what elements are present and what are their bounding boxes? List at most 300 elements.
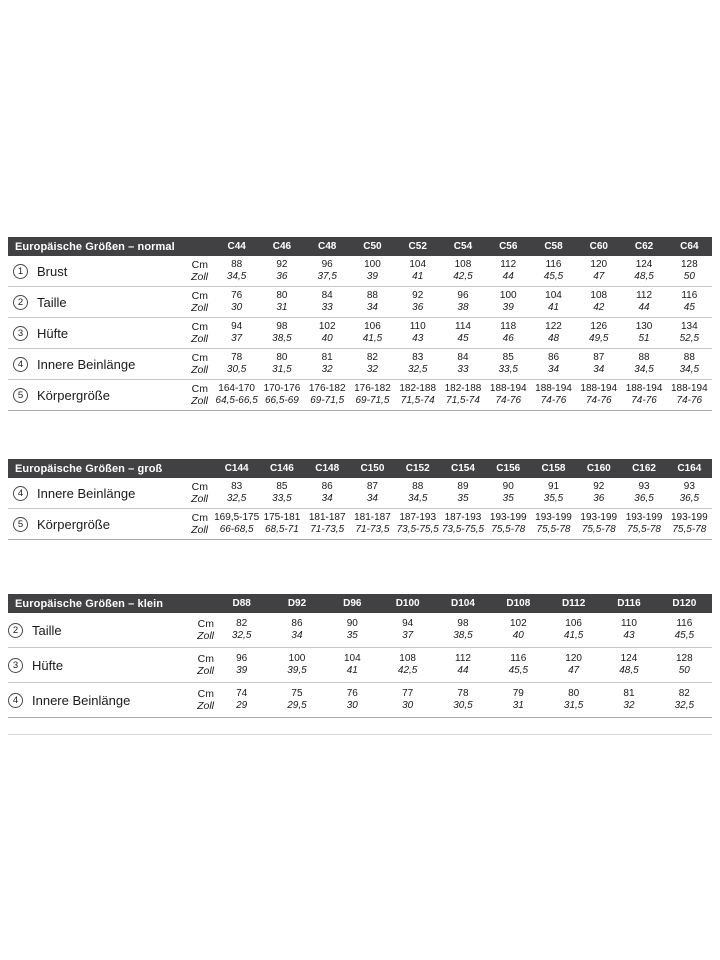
value-cell — [305, 478, 350, 509]
cm-value: 181-187 — [308, 512, 346, 523]
unit-cm-label: Cm — [197, 688, 214, 700]
value-cell — [440, 287, 485, 318]
zoll-value: 33 — [321, 302, 333, 313]
cm-value: 182-188 — [444, 383, 482, 394]
row-number-badge: 4 — [8, 693, 23, 708]
zoll-value: 30 — [402, 700, 414, 711]
zoll-value: 74-76 — [676, 395, 703, 406]
zoll-value: 45,5 — [674, 630, 695, 641]
size-table-gross-section — [8, 459, 712, 540]
zoll-value: 36 — [593, 493, 605, 504]
cm-value: 120 — [590, 259, 608, 270]
value-cell — [440, 478, 485, 509]
zoll-value: 46 — [502, 333, 514, 344]
zoll-value: 33 — [457, 364, 469, 375]
cm-value: 108 — [590, 290, 608, 301]
zoll-value: 68,5-71 — [264, 524, 299, 535]
cm-value: 96 — [457, 290, 469, 301]
zoll-value: 41 — [346, 665, 358, 676]
cm-value: 112 — [636, 290, 653, 301]
cm-value: 126 — [590, 321, 608, 332]
value-cell — [214, 683, 269, 718]
cm-value: 100 — [364, 259, 381, 270]
cm-value: 104 — [545, 290, 562, 301]
value-cell — [576, 380, 621, 411]
size-column-header: D104 — [435, 594, 490, 613]
unit-zoll-label: Zoll — [197, 630, 214, 642]
cm-value: 116 — [681, 290, 698, 301]
value-cell — [395, 256, 440, 287]
cm-value: 88 — [683, 352, 695, 363]
cm-value: 88 — [638, 352, 650, 363]
cm-value: 85 — [502, 352, 514, 363]
measurement-row — [8, 613, 712, 648]
zoll-value: 73,5-75,5 — [441, 524, 485, 535]
zoll-value: 41 — [412, 271, 424, 282]
cm-value: 188-194 — [670, 383, 708, 394]
zoll-value: 41,5 — [362, 333, 383, 344]
unit-zoll-label: Zoll — [191, 395, 209, 407]
value-cell — [350, 256, 395, 287]
zoll-value: 32,5 — [226, 493, 247, 504]
cm-value: 83 — [412, 352, 424, 363]
value-cell — [531, 256, 576, 287]
cm-value: 78 — [231, 352, 243, 363]
row-label: Taille — [37, 295, 67, 311]
value-cell — [350, 318, 395, 349]
size-table — [8, 594, 712, 718]
zoll-value: 71-73,5 — [310, 524, 345, 535]
zoll-value: 36,5 — [634, 493, 654, 504]
value-cell — [435, 613, 490, 648]
zoll-value: 31,5 — [272, 364, 292, 375]
value-cell — [491, 648, 546, 683]
value-cell — [621, 318, 666, 349]
zoll-value: 51 — [638, 333, 650, 344]
cm-value: 86 — [547, 352, 560, 363]
cm-value: 187-193 — [399, 512, 437, 523]
unit-cm-label: Cm — [197, 653, 214, 665]
value-cell — [621, 380, 666, 411]
value-cell — [531, 380, 576, 411]
value-cell — [576, 478, 621, 509]
cm-value: 88 — [231, 259, 243, 270]
cm-value: 81 — [623, 688, 635, 699]
cm-value: 88 — [412, 481, 424, 492]
unit-zoll-label: Zoll — [191, 302, 209, 314]
table-header-row — [8, 594, 712, 613]
zoll-value: 43 — [412, 333, 424, 344]
cm-value: 188-194 — [625, 383, 663, 394]
size-column-header: D92 — [269, 594, 324, 613]
value-cell — [380, 613, 435, 648]
cm-value: 80 — [568, 688, 580, 699]
zoll-value: 34,5 — [679, 364, 700, 375]
zoll-value: 31 — [276, 302, 288, 313]
zoll-value: 37,5 — [317, 271, 337, 282]
value-cell — [621, 478, 666, 509]
value-cell — [601, 613, 656, 648]
zoll-value: 75,5-78 — [627, 524, 661, 535]
unit-cm-label: Cm — [191, 512, 209, 524]
zoll-value: 32,5 — [674, 700, 695, 711]
cm-value: 188-194 — [580, 383, 618, 394]
value-cell — [259, 380, 304, 411]
cm-value: 122 — [545, 321, 562, 332]
value-cell — [380, 683, 435, 718]
value-cell — [621, 349, 666, 380]
cm-value: 82 — [678, 688, 690, 699]
value-cell — [214, 478, 259, 509]
cm-value: 91 — [547, 481, 560, 492]
zoll-value: 45,5 — [508, 665, 529, 676]
cm-value: 79 — [512, 688, 524, 699]
cm-value: 118 — [500, 321, 517, 332]
cm-value: 76 — [231, 290, 243, 301]
measurement-row — [8, 287, 712, 318]
size-column-header: C44 — [214, 237, 259, 256]
value-cell — [667, 256, 712, 287]
value-cell — [576, 509, 621, 540]
value-cell — [380, 648, 435, 683]
row-label-cell — [8, 613, 156, 648]
value-cell — [435, 648, 490, 683]
table-title: Europäische Größen – klein — [8, 594, 214, 613]
zoll-value: 42,5 — [397, 665, 418, 676]
zoll-value: 74-76 — [631, 395, 657, 406]
table-header-row — [8, 459, 712, 478]
row-label-cell — [8, 683, 156, 718]
zoll-value: 32 — [321, 364, 333, 375]
zoll-value: 35 — [502, 493, 514, 504]
row-label-cell — [8, 318, 156, 349]
zoll-value: 37 — [231, 333, 243, 344]
zoll-value: 50 — [683, 271, 695, 282]
value-cell — [576, 349, 621, 380]
cm-value: 188-194 — [489, 383, 527, 394]
value-cell — [576, 318, 621, 349]
cm-value: 193-199 — [580, 512, 618, 523]
size-column-header: C144 — [214, 459, 259, 478]
value-cell — [305, 318, 350, 349]
zoll-value: 38,5 — [453, 630, 473, 641]
zoll-value: 74-76 — [540, 395, 567, 406]
size-column-header: C164 — [667, 459, 712, 478]
zoll-value: 29 — [236, 700, 248, 711]
cm-value: 96 — [321, 259, 333, 270]
value-cell — [657, 648, 712, 683]
unit-cell — [156, 509, 214, 540]
zoll-value: 50 — [678, 665, 690, 676]
value-cell — [546, 613, 601, 648]
row-label-cell — [8, 648, 156, 683]
cm-value: 170-176 — [263, 383, 301, 394]
value-cell — [269, 613, 324, 648]
cm-value: 169,5-175 — [214, 512, 260, 523]
value-cell — [305, 380, 350, 411]
size-column-header: C150 — [350, 459, 395, 478]
row-number-badge: 3 — [8, 658, 23, 673]
zoll-value: 47 — [568, 665, 580, 676]
zoll-value: 66-68,5 — [219, 524, 254, 535]
zoll-value: 36 — [412, 302, 424, 313]
cm-value: 102 — [318, 321, 336, 332]
measurement-row — [8, 509, 712, 540]
size-column-header: C158 — [531, 459, 576, 478]
measurement-row — [8, 648, 712, 683]
cm-value: 88 — [366, 290, 378, 301]
value-cell — [601, 648, 656, 683]
value-cell — [491, 613, 546, 648]
value-cell — [486, 287, 531, 318]
cm-value: 128 — [675, 653, 693, 664]
value-cell — [531, 287, 576, 318]
cm-value: 182-188 — [399, 383, 437, 394]
zoll-value: 69-71,5 — [310, 395, 345, 406]
cm-value: 75 — [291, 688, 303, 699]
value-cell — [259, 509, 304, 540]
value-cell — [576, 287, 621, 318]
cm-value: 120 — [565, 653, 582, 664]
cm-value: 80 — [276, 290, 288, 301]
size-column-header: D116 — [601, 594, 656, 613]
size-column-header: C54 — [440, 237, 485, 256]
zoll-value: 75,5-78 — [491, 524, 526, 535]
cm-value: 98 — [276, 321, 288, 332]
unit-zoll-label: Zoll — [191, 493, 209, 505]
cm-value: 188-194 — [535, 383, 572, 394]
zoll-value: 34 — [291, 630, 303, 641]
cm-value: 100 — [288, 653, 306, 664]
cm-value: 104 — [343, 653, 361, 664]
cm-value: 80 — [276, 352, 288, 363]
zoll-value: 30,5 — [226, 364, 247, 375]
cm-value: 193-199 — [625, 512, 663, 523]
zoll-value: 64,5-66,5 — [215, 395, 258, 406]
measurement-row — [8, 683, 712, 718]
value-cell — [350, 478, 395, 509]
value-cell — [486, 256, 531, 287]
zoll-value: 32,5 — [231, 630, 252, 641]
zoll-value: 36 — [276, 271, 288, 282]
row-label: Körpergröße — [37, 517, 110, 533]
value-cell — [269, 648, 324, 683]
value-cell — [259, 287, 304, 318]
cm-value: 175-181 — [263, 512, 301, 523]
zoll-value: 40 — [512, 630, 524, 641]
zoll-value: 39,5 — [287, 665, 307, 676]
cm-value: 81 — [321, 352, 333, 363]
cm-value: 108 — [399, 653, 416, 664]
cm-value: 77 — [402, 688, 414, 699]
row-label-cell — [8, 256, 156, 287]
zoll-value: 44 — [457, 665, 469, 676]
cm-value: 78 — [457, 688, 469, 699]
size-column-header: C46 — [259, 237, 304, 256]
value-cell — [546, 683, 601, 718]
value-cell — [305, 287, 350, 318]
cm-value: 94 — [231, 321, 243, 332]
row-label: Innere Beinlänge — [37, 486, 136, 502]
bottom-divider — [8, 734, 712, 735]
zoll-value: 45 — [457, 333, 469, 344]
cm-value: 128 — [680, 259, 698, 270]
cm-value: 164-170 — [218, 383, 255, 394]
cm-value: 92 — [412, 290, 424, 301]
cm-value: 193-199 — [489, 512, 527, 523]
cm-value: 86 — [321, 481, 333, 492]
value-cell — [395, 478, 440, 509]
value-cell — [214, 318, 259, 349]
zoll-value: 29,5 — [287, 700, 307, 711]
zoll-value: 39 — [502, 302, 514, 313]
zoll-value: 35 — [457, 493, 469, 504]
value-cell — [440, 256, 485, 287]
zoll-value: 71,5-74 — [400, 395, 435, 406]
cm-value: 106 — [364, 321, 381, 332]
row-label: Taille — [32, 623, 62, 639]
unit-cm-label: Cm — [191, 321, 209, 333]
value-cell — [667, 287, 712, 318]
value-cell — [667, 509, 712, 540]
cm-value: 130 — [635, 321, 653, 332]
unit-cell — [156, 349, 214, 380]
unit-zoll-label: Zoll — [191, 271, 209, 283]
unit-cell — [156, 318, 214, 349]
cm-value: 83 — [231, 481, 243, 492]
row-label: Körpergröße — [37, 388, 110, 404]
value-cell — [395, 318, 440, 349]
zoll-value: 74-76 — [585, 395, 612, 406]
row-number-badge: 2 — [8, 623, 23, 638]
value-cell — [667, 478, 712, 509]
value-cell — [214, 380, 259, 411]
value-cell — [486, 380, 531, 411]
value-cell — [259, 256, 304, 287]
size-column-header: C48 — [305, 237, 350, 256]
row-number-badge: 4 — [13, 357, 28, 372]
value-cell — [667, 380, 712, 411]
row-label: Hüfte — [32, 658, 64, 674]
zoll-value: 32,5 — [407, 364, 428, 375]
zoll-value: 39 — [236, 665, 248, 676]
zoll-value: 30,5 — [453, 700, 473, 711]
cm-value: 104 — [409, 259, 427, 270]
size-column-header: C62 — [621, 237, 666, 256]
measurement-row — [8, 256, 712, 287]
unit-zoll-label: Zoll — [197, 700, 214, 712]
unit-cell — [156, 256, 214, 287]
size-column-header: C160 — [576, 459, 621, 478]
cm-value: 176-182 — [308, 383, 346, 394]
value-cell — [305, 256, 350, 287]
value-cell — [486, 349, 531, 380]
measurement-row — [8, 380, 712, 411]
cm-value: 187-193 — [444, 512, 482, 523]
unit-zoll-label: Zoll — [197, 665, 214, 677]
cm-value: 90 — [346, 618, 358, 629]
value-cell — [350, 287, 395, 318]
unit-zoll-label: Zoll — [191, 524, 209, 536]
value-cell — [621, 287, 666, 318]
unit-cell — [156, 287, 214, 318]
table-title: Europäische Größen – groß — [8, 459, 214, 478]
value-cell — [435, 683, 490, 718]
value-cell — [440, 509, 485, 540]
value-cell — [531, 509, 576, 540]
cm-value: 102 — [509, 618, 527, 629]
value-cell — [305, 349, 350, 380]
row-label-cell — [8, 478, 156, 509]
size-column-header: C162 — [621, 459, 666, 478]
value-cell — [259, 318, 304, 349]
cm-value: 94 — [402, 618, 414, 629]
zoll-value: 32 — [366, 364, 378, 375]
cm-value: 82 — [366, 352, 378, 363]
zoll-value: 66,5-69 — [264, 395, 299, 406]
value-cell — [667, 318, 712, 349]
value-cell — [486, 509, 531, 540]
zoll-value: 34 — [593, 364, 605, 375]
size-column-header: C148 — [305, 459, 350, 478]
row-label-cell — [8, 509, 156, 540]
unit-cm-label: Cm — [197, 618, 214, 630]
value-cell — [395, 287, 440, 318]
value-cell — [395, 349, 440, 380]
row-label: Innere Beinlänge — [37, 357, 136, 373]
size-table — [8, 237, 712, 411]
cm-value: 74 — [236, 688, 248, 699]
zoll-value: 71,5-74 — [446, 395, 480, 406]
unit-cm-label: Cm — [191, 383, 209, 395]
zoll-value: 35,5 — [543, 493, 564, 504]
zoll-value: 37 — [402, 630, 414, 641]
zoll-value: 75,5-78 — [536, 524, 571, 535]
zoll-value: 48,5 — [634, 271, 654, 282]
cm-value: 176-182 — [354, 383, 391, 394]
cm-value: 93 — [638, 481, 650, 492]
size-column-header: C146 — [259, 459, 304, 478]
value-cell — [350, 380, 395, 411]
cm-value: 116 — [510, 653, 527, 664]
value-cell — [491, 683, 546, 718]
value-cell — [214, 349, 259, 380]
row-label-cell — [8, 380, 156, 411]
zoll-value: 34,5 — [407, 493, 428, 504]
cm-value: 134 — [680, 321, 698, 332]
unit-cm-label: Cm — [191, 481, 209, 493]
row-label: Hüfte — [37, 326, 69, 342]
zoll-value: 44 — [502, 271, 514, 282]
cm-value: 193-199 — [535, 512, 572, 523]
value-cell — [395, 509, 440, 540]
size-column-header: C152 — [395, 459, 440, 478]
size-table-klein-section — [8, 594, 712, 718]
zoll-value: 45 — [683, 302, 695, 313]
value-cell — [486, 478, 531, 509]
cm-value: 114 — [455, 321, 471, 332]
size-column-header: C58 — [531, 237, 576, 256]
size-column-header: C156 — [486, 459, 531, 478]
zoll-value: 32 — [623, 700, 635, 711]
cm-value: 92 — [276, 259, 288, 270]
zoll-value: 34,5 — [634, 364, 654, 375]
row-number-badge: 2 — [13, 295, 28, 310]
cm-value: 100 — [499, 290, 517, 301]
table-title: Europäische Größen – normal — [8, 237, 214, 256]
value-cell — [657, 613, 712, 648]
unit-zoll-label: Zoll — [191, 333, 209, 345]
